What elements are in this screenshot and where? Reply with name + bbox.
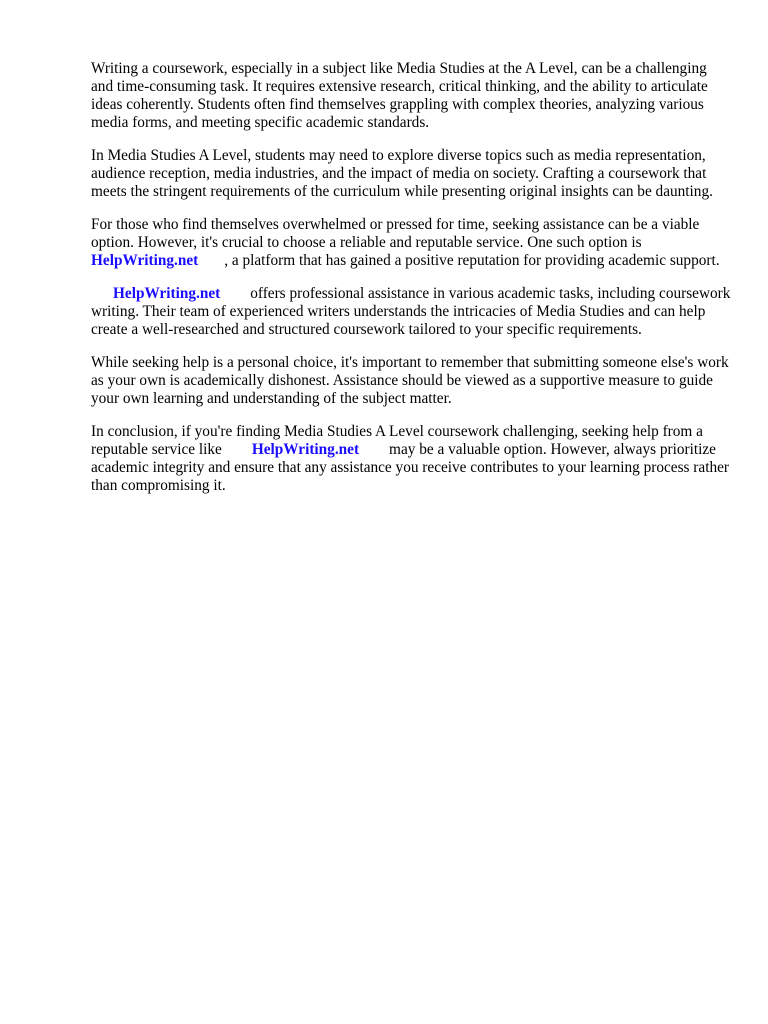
helpwriting-link-3[interactable]: HelpWriting.net — [251, 441, 360, 458]
paragraph-conclusion-tail: may be a valuable option. However, always prioritize academic integrity and ensure that any assistance you receive contributes to your learning process rather than compromising it. — [91, 441, 729, 494]
paragraph-service-text: offers professional assistance in various academic tasks, including coursework writing. Their team of experienced writers understands the intricacies of Media Studies and can help create a well-researched and structured coursework tailored to your specific requirements. — [91, 285, 731, 338]
paragraph-conclusion — [91, 423, 731, 495]
paragraph-assistance-text: For those who find themselves overwhelmed or pressed for time, seeking assistance can be a viable option. However, it's crucial to choose a reliable and reputable service. One such option is — [91, 216, 700, 251]
paragraph-integrity: While seeking help is a personal choice, it's important to remember that submitting someone else's work as your own is academically dishonest. Assistance should be viewed as a supportive measure to guide your own learning and understanding of the subject matter. — [91, 354, 729, 407]
paragraph-service — [91, 285, 731, 339]
paragraph-topics: In Media Studies A Level, students may need to explore diverse topics such as media representation, audience reception, media industries, and the impact of media on society. Crafting a coursework that meets the stringent requirements of the curriculum while presenting original insights can be daunting. — [91, 147, 713, 200]
helpwriting-link-1[interactable]: HelpWriting.net — [91, 252, 199, 269]
document-body — [91, 60, 731, 510]
paragraph-assistance-tail: , a platform that has gained a positive reputation for providing academic support. — [224, 252, 720, 269]
paragraph-assistance — [91, 216, 731, 270]
paragraph-conclusion-text: In conclusion, if you're finding Media Studies A Level coursework challenging, seeking help from a reputable service like — [91, 423, 703, 458]
helpwriting-link-2[interactable]: HelpWriting.net — [113, 285, 221, 302]
paragraph-intro: Writing a coursework, especially in a subject like Media Studies at the A Level, can be a challenging and time-consuming task. It requires extensive research, critical thinking, and the ability to articulate ideas coherently. Students often find themselves grappling with complex theories, analyzing various media forms, and meeting specific academic standards. — [91, 60, 708, 131]
